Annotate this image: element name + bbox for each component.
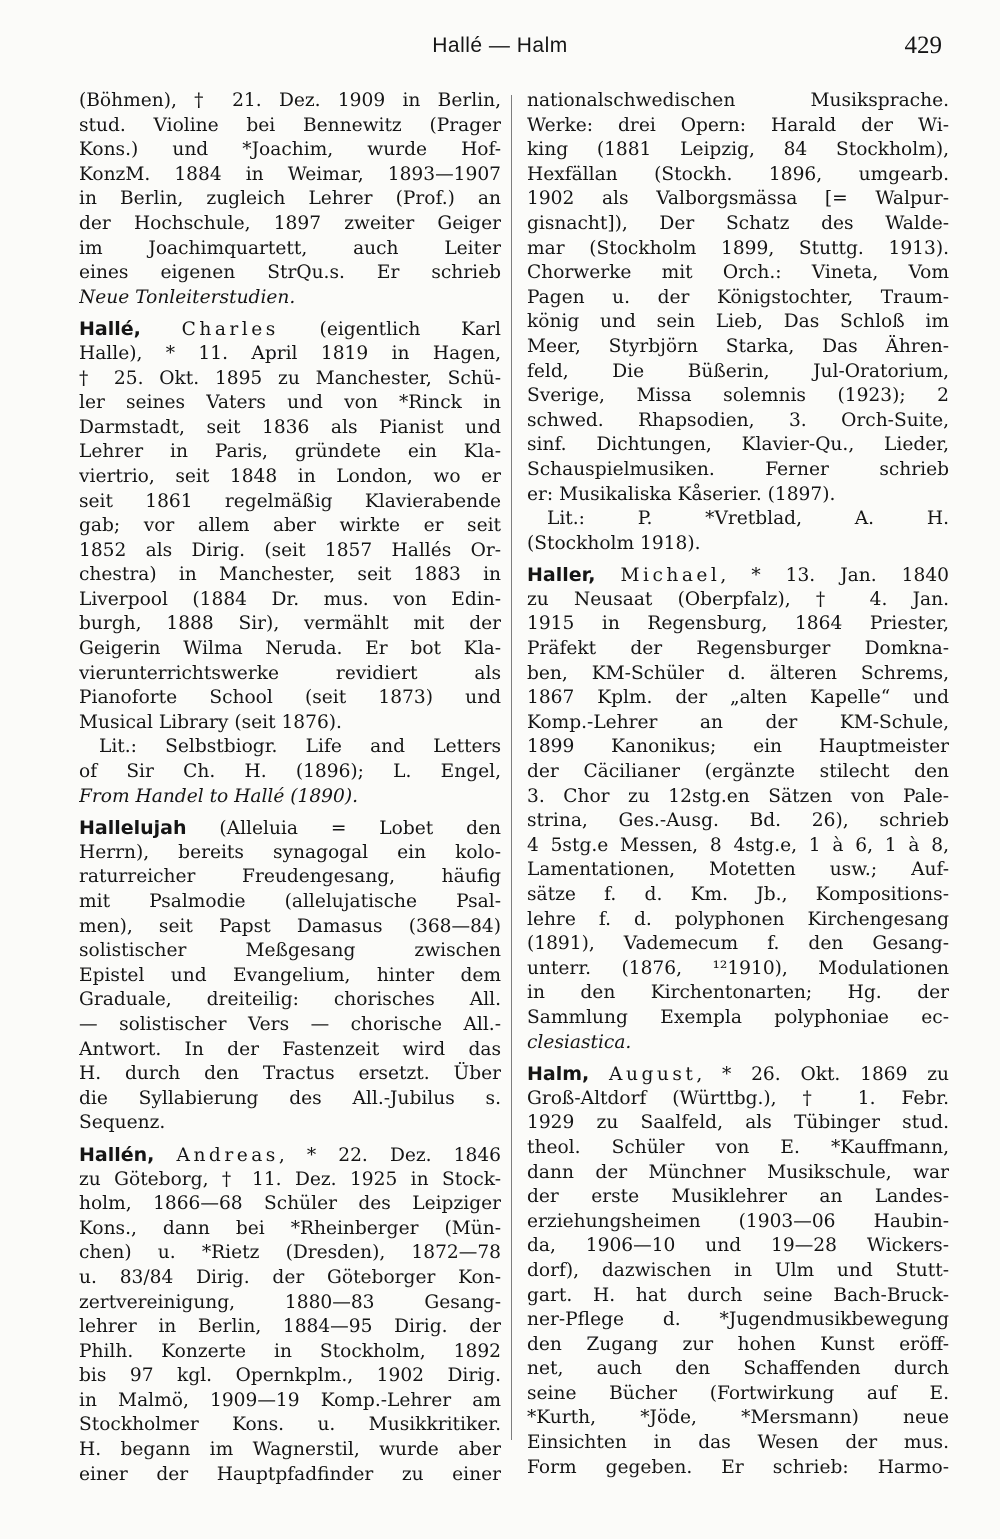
text-line: chen) u. *Rietz (Dresden), 1872—78 — [79, 1242, 501, 1264]
text-line: im Joachimquartett, auch Leiter — [79, 237, 501, 259]
text-line: Lehrer in Paris, gründete ein Kla- — [79, 441, 501, 463]
text-line: 1902 als Valborgsmässa [= Walpur- — [527, 188, 949, 210]
running-head — [0, 30, 1000, 70]
entry-heading-line — [527, 1062, 949, 1087]
text-line: ler seines Vaters und von *Rinck in — [79, 392, 501, 414]
entry-heading-line — [79, 1143, 501, 1168]
text-line: Halle), * 11. April 1819 in Hagen, — [79, 342, 501, 364]
text-line: 1915 in Regensburg, 1864 Priester, — [527, 613, 949, 635]
text-line: 4 5stg.e Messen, 8 4stg.e, 1 à 6, 1 à 8, — [527, 834, 949, 856]
right-column — [527, 89, 949, 1480]
text-line: 1899 Kanonikus; ein Hauptmeister — [527, 736, 949, 758]
text-line: in Berlin, zugleich Lehrer (Prof.) an — [79, 188, 501, 210]
entry-heading-line — [527, 563, 949, 588]
text-line: zertvereinigung, 1880—83 Gesang- — [79, 1291, 501, 1313]
text-line: seit 1861 regelmäßig Klavierabende — [79, 490, 501, 512]
text-line: der Hochschule, 1897 zweiter Geiger — [79, 212, 501, 234]
entry-heading-line — [79, 317, 501, 342]
entry-headword: Haller, — [527, 564, 596, 587]
text-line: H. durch den Tractus ersetzt. Über — [79, 1063, 501, 1085]
text-line: Geigerin Wilma Neruda. Er bot Kla- — [79, 638, 501, 660]
text-line: Komp.-Lehrer an der KM-Schule, — [527, 711, 949, 733]
text-line: sätze f. d. Km. Jb., Kompositions- — [527, 884, 949, 905]
text-line: u. 83/84 Dirig. der Göteborger Kon- — [79, 1266, 501, 1288]
text-line: men), seit Papst Damasus (368—84) — [79, 915, 501, 937]
entry-text: (Alleluia = Lobet den — [186, 818, 501, 840]
text-line: chestra) in Manchester, seit 1883 in — [79, 564, 501, 586]
text-line: (Stockholm 1918). — [527, 532, 701, 554]
text-line: H. begann im Wagnerstil, wurde aber — [79, 1439, 501, 1461]
text-line: zu Neusaat (Oberpfalz), † 4. Jan. — [527, 588, 949, 610]
text-line: Pianoforte School (seit 1873) und — [79, 687, 501, 709]
text-line: stud. Violine bei Bennewitz (Prager — [79, 114, 501, 136]
text-line: Sammlung Exempla polyphoniae ec- — [527, 1006, 949, 1028]
text-line: ben, KM-Schüler d. älteren Schrems, — [527, 662, 949, 684]
text-line: burgh, 1888 Sir), vermählt mit der — [79, 613, 501, 635]
text-line: mit Psalmodie (allelujatische Psal- — [79, 891, 501, 912]
entry-headword: Hallelujah — [79, 817, 187, 840]
text-line: den Zugang zur hohen Kunst eröff- — [527, 1333, 949, 1355]
column-divider — [511, 95, 512, 1440]
text-line: viertrio, seit 1848 in London, wo er — [79, 465, 501, 487]
text-line: From Handel to Hallé (1890). — [79, 785, 358, 807]
entry-headword: Halm, — [527, 1063, 590, 1086]
text-line: unterr. (1876, ¹²1910), Modulationen — [527, 957, 949, 979]
text-line: king (1881 Leipzig, 84 Stockholm), — [527, 139, 949, 161]
text-line: 1929 zu Saalfeld, als Tübinger stud. — [527, 1112, 949, 1134]
text-line: of Sir Ch. H. (1896); L. Engel, — [79, 761, 501, 783]
entry-given-name: Andreas — [176, 1144, 279, 1166]
text-line: der erste Musiklehrer an Landes- — [527, 1186, 949, 1208]
running-title: Hallé — Halm — [432, 34, 568, 57]
text-line: nationalschwedischen Musiksprache. — [527, 90, 949, 111]
text-line: solistischer Meßgesang zwischen — [79, 940, 501, 962]
text-line: gab; vor allem aber wirkte er seit — [79, 515, 501, 537]
text-line: 1867 Kplm. der „alten Kapelle“ und — [527, 687, 949, 709]
text-line: Neue Tonleiterstudien. — [79, 286, 296, 308]
text-line: ner-Pflege d. *Jugendmusikbewegung — [527, 1309, 949, 1331]
text-line: zu Göteborg, † 11. Dez. 1925 in Stock- — [79, 1168, 501, 1190]
text-line: Herrn), bereits synagogal ein kolo- — [79, 841, 501, 863]
text-line: Liverpool (1884 Dr. mus. von Edin- — [79, 588, 501, 610]
text-line: gisnacht]), Der Schatz des Walde- — [527, 212, 949, 234]
text-line: Pagen u. der Königstochter, Traum- — [527, 286, 949, 308]
text-line: in Malmö, 1909—19 Komp.-Lehrer am — [79, 1389, 501, 1411]
text-line: clesiastica. — [527, 1031, 632, 1053]
text-line: schwed. Rhapsodien, 3. Orch-Suite, — [527, 409, 949, 431]
text-line: Präfekt der Regensburger Domkna- — [527, 638, 949, 660]
entry-text: , * 22. Dez. 1846 — [278, 1144, 501, 1166]
entry-given-name: August — [609, 1064, 697, 1086]
text-line: † 25. Okt. 1895 zu Manchester, Schü- — [79, 367, 501, 389]
text-line: Darmstadt, seit 1836 als Pianist und — [79, 416, 501, 438]
text-line: er: Musikaliska Kåserier. (1897). — [527, 483, 836, 505]
text-line: Kons., dann bei *Rheinberger (Mün- — [79, 1217, 501, 1239]
text-line: Graduale, dreiteilig: chorisches All. — [79, 989, 501, 1011]
text-line: Einsichten in das Wesen der mus. — [527, 1432, 949, 1454]
text-line: Stockholmer Kons. u. Musikkritiker. — [79, 1414, 501, 1436]
entry-heading-line — [79, 816, 501, 841]
text-line: eines eigenen StrQu.s. Er schrieb — [79, 262, 501, 284]
text-line: Kons.) und *Joachim, wurde Hof- — [79, 139, 501, 161]
text-line: raturreicher Freudengesang, häufig — [79, 866, 501, 888]
text-line: Chorwerke mit Orch.: Vineta, Vom — [527, 262, 949, 284]
text-line: Lamentationen, Motetten usw.; Auf- — [527, 859, 949, 881]
entry-headword: Hallé, — [79, 318, 141, 341]
text-line: 3. Chor zu 12stg.en Sätzen von Pale- — [527, 785, 949, 807]
text-line: Lit.: Selbstbiogr. Life and Letters — [99, 736, 501, 758]
text-line: die Syllabierung des All.-Jubilus s. — [79, 1087, 501, 1109]
text-line: könig und sein Lieb, Das Schloß im — [527, 311, 949, 333]
text-line: Sverige, Missa solemnis (1923); 2 — [527, 385, 949, 407]
text-line: Musical Library (seit 1876). — [79, 711, 342, 733]
text-line: Form gegeben. Er schrieb: Harmo- — [527, 1456, 949, 1478]
text-line: KonzM. 1884 in Weimar, 1893—1907 — [79, 163, 501, 185]
text-line: mar (Stockholm 1899, Stuttg. 1913). — [527, 237, 949, 259]
text-line: einer der Hauptpfadfinder zu einer — [79, 1463, 501, 1485]
text-line: holm, 1866—68 Schüler des Leipziger — [79, 1193, 501, 1215]
text-line: Werke: drei Opern: Harald der Wi- — [527, 114, 949, 136]
text-line: strina, Ges.-Ausg. Bd. 26), schrieb — [527, 810, 949, 832]
text-line: (Böhmen), † 21. Dez. 1909 in Berlin, — [79, 90, 501, 111]
page-number: 429 — [904, 32, 942, 59]
text-line: dann der Münchner Musikschule, war — [527, 1161, 949, 1183]
text-line: — solistischer Vers — chorische All.- — [79, 1013, 501, 1035]
text-line: Epistel und Evangelium, hinter dem — [79, 964, 501, 986]
text-line: Schauspielmusiken. Ferner schrieb — [527, 458, 949, 480]
text-line: Antwort. In der Fastenzeit wird das — [79, 1038, 501, 1060]
text-line: Hexfällan (Stockh. 1896, umgearb. — [527, 163, 949, 185]
text-line: da, 1906—10 und 19—28 Wickers- — [527, 1235, 949, 1257]
text-line: Philh. Konzerte in Stockholm, 1892 — [79, 1340, 501, 1362]
entry-text: , * 13. Jan. 1840 — [720, 565, 949, 587]
text-line: *Kurth, *Jöde, *Mersmann) neue — [527, 1407, 949, 1429]
text-line: vierunterrichtswerke revidiert als — [79, 662, 501, 684]
entry-given-name: Charles — [181, 319, 279, 341]
text-line: Meer, Styrbjörn Starka, Das Ähren- — [527, 335, 949, 357]
text-line: dorf), dazwischen in Ulm und Stutt- — [527, 1259, 949, 1281]
text-line: 1852 als Dirig. (seit 1857 Hallés Or- — [79, 539, 501, 561]
entry-text: (eigentlich Karl — [278, 319, 501, 341]
text-line: theol. Schüler von E. *Kauffmann, — [527, 1136, 949, 1158]
text-line: lehre f. d. polyphonen Kirchengesang — [527, 908, 949, 930]
entry-headword: Hallén, — [79, 1143, 155, 1166]
text-line: feld, Die Büßerin, Jul-Oratorium, — [527, 360, 949, 382]
text-line: gart. H. hat durch seine Bach-Bruck- — [527, 1284, 949, 1306]
entry-given-name: Michael — [620, 565, 721, 587]
text-line: Lit.: P. *Vretblad, A. H. — [547, 508, 949, 530]
left-column — [79, 89, 501, 1487]
text-line: (1891), Vademecum f. den Gesang- — [527, 933, 949, 955]
text-line: in den Kirchentonarten; Hg. der — [527, 982, 949, 1004]
text-line: net, auch den Schaffenden durch — [527, 1358, 949, 1380]
text-line: erziehungsheimen (1903—06 Haubin- — [527, 1210, 949, 1232]
text-line: Sequenz. — [79, 1112, 166, 1134]
entry-text: , * 26. Okt. 1869 zu — [696, 1064, 949, 1086]
text-line: sinf. Dichtungen, Klavier-Qu., Lieder, — [527, 434, 949, 456]
text-line: Groß-Altdorf (Württbg.), † 1. Febr. — [527, 1087, 949, 1109]
text-line: der Cäcilianer (ergänzte stilecht den — [527, 761, 949, 783]
text-line: lehrer in Berlin, 1884—95 Dirig. der — [79, 1316, 501, 1338]
text-line: bis 97 kgl. Opernkplm., 1902 Dirig. — [79, 1365, 501, 1387]
text-line: seine Bücher (Fortwirkung auf E. — [527, 1382, 949, 1404]
